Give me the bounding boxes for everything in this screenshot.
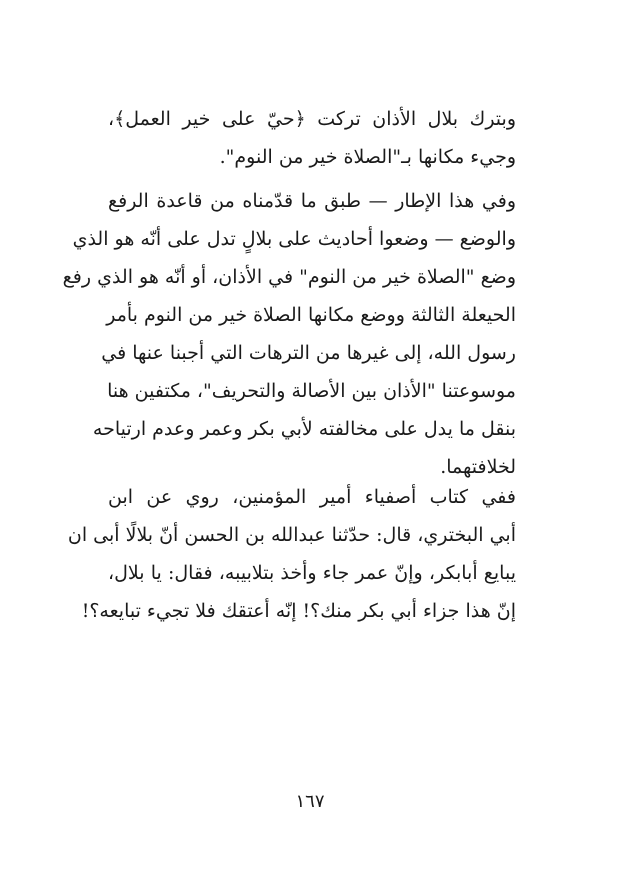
paragraph-1 (108, 100, 516, 176)
text-line: بنقل ما يدل على مخالفته لأبي بكر وعمر وعدم ارتياحه (92, 418, 516, 440)
text-line: يبايع أبابكر، وإنّ عمر جاء وأخذ بتلابيبه، فقال: يا بلال، (108, 562, 516, 584)
text-line: وجيء مكانها بـ"الصلاة خير من النوم". (219, 146, 516, 168)
text-line: وفي هذا الإطار — طبق ما قدّمناه من قاعدة الرفع (108, 190, 516, 212)
page-number: ١٦٧ (295, 791, 325, 812)
text-line: وضع "الصلاة خير من النوم" في الأذان، أو أنّه هو الذي رفع (62, 266, 516, 288)
text-line: الحيعلة الثالثة ووضع مكانها الصلاة خير من النوم بأمر (106, 304, 516, 326)
text-line: إنّ هذا جزاء أبي بكر منك؟! إنّه أعتقك فلا تجيء تبايعه؟! (81, 600, 516, 622)
text-line: والوضع — وضعوا أحاديث على بلالٍ تدل على أنّه هو الذي (72, 228, 516, 250)
text-line: أبي البختري، قال: حدّثنا عبدالله بن الحسن أنّ بلالًا أبى ان (67, 524, 516, 546)
paragraph-2 (62, 182, 516, 486)
text-line: وبترك بلال الأذان تركت ﴿حيّ على خير العمل﴾، (108, 108, 516, 130)
text-line: ففي كتاب أصفياء أمير المؤمنين، روي عن ابن (108, 486, 516, 508)
paragraph-3 (67, 478, 516, 630)
text-line: موسوعتنا "الأذان بين الأصالة والتحريف"، مكتفين هنا (107, 380, 516, 402)
text-line: لخلافتهما. (440, 456, 516, 478)
text-line: رسول الله، إلى غيرها من الترهات التي أجبنا عنها في (101, 342, 516, 364)
